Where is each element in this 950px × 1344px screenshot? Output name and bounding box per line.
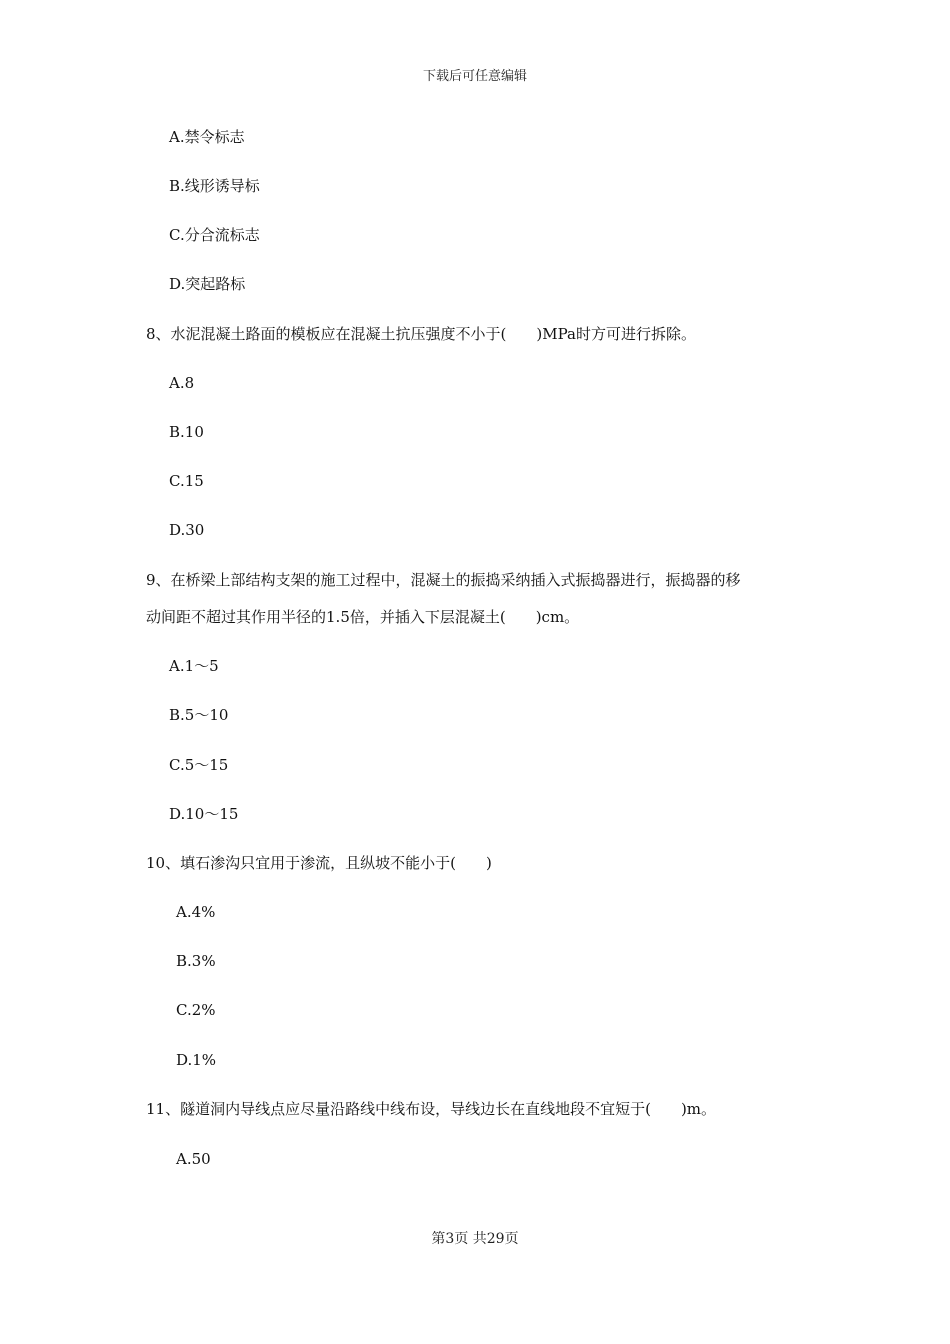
q9-stem-line2: 动间距不超过其作用半径的1.5倍，并插入下层混凝土( )cm。	[146, 608, 580, 626]
q7-option-a: A.禁令标志	[169, 128, 245, 146]
q9-option-b: B.5～10	[169, 706, 229, 724]
q10-option-d: D.1%	[176, 1051, 217, 1069]
q9-option-d: D.10～15	[169, 805, 239, 823]
page-header: 下载后可任意编辑	[422, 69, 527, 84]
q8-option-a: A.8	[169, 374, 195, 392]
q8-option-c: C.15	[169, 472, 204, 490]
q10-option-c: C.2%	[176, 1001, 216, 1019]
q9-option-a: A.1～5	[169, 657, 219, 675]
q10-stem: 10、填石渗沟只宜用于渗流，且纵坡不能小于( )	[146, 854, 492, 872]
q7-option-c: C.分合流标志	[169, 226, 260, 244]
q9-option-c: C.5～15	[169, 756, 229, 774]
q9-stem-line1: 9、在桥梁上部结构支架的施工过程中，混凝土的振捣采纳插入式振捣器进行，振捣器的移	[146, 571, 741, 589]
q10-option-a: A.4%	[176, 903, 216, 921]
q7-option-b: B.线形诱导标	[169, 177, 260, 195]
q8-stem: 8、水泥混凝土路面的模板应在混凝土抗压强度不小于( )MPa时方可进行拆除。	[146, 325, 696, 343]
q10-option-b: B.3%	[176, 952, 216, 970]
q11-option-a: A.50	[176, 1150, 211, 1168]
q8-option-d: D.30	[169, 521, 205, 539]
q8-option-b: B.10	[169, 423, 204, 441]
q11-stem: 11、隧道洞内导线点应尽量沿路线中线布设，导线边长在直线地段不宜短于( )m。	[146, 1100, 717, 1118]
q7-option-d: D.突起路标	[169, 275, 246, 293]
page-footer: 第3页 共29页	[431, 1231, 519, 1247]
